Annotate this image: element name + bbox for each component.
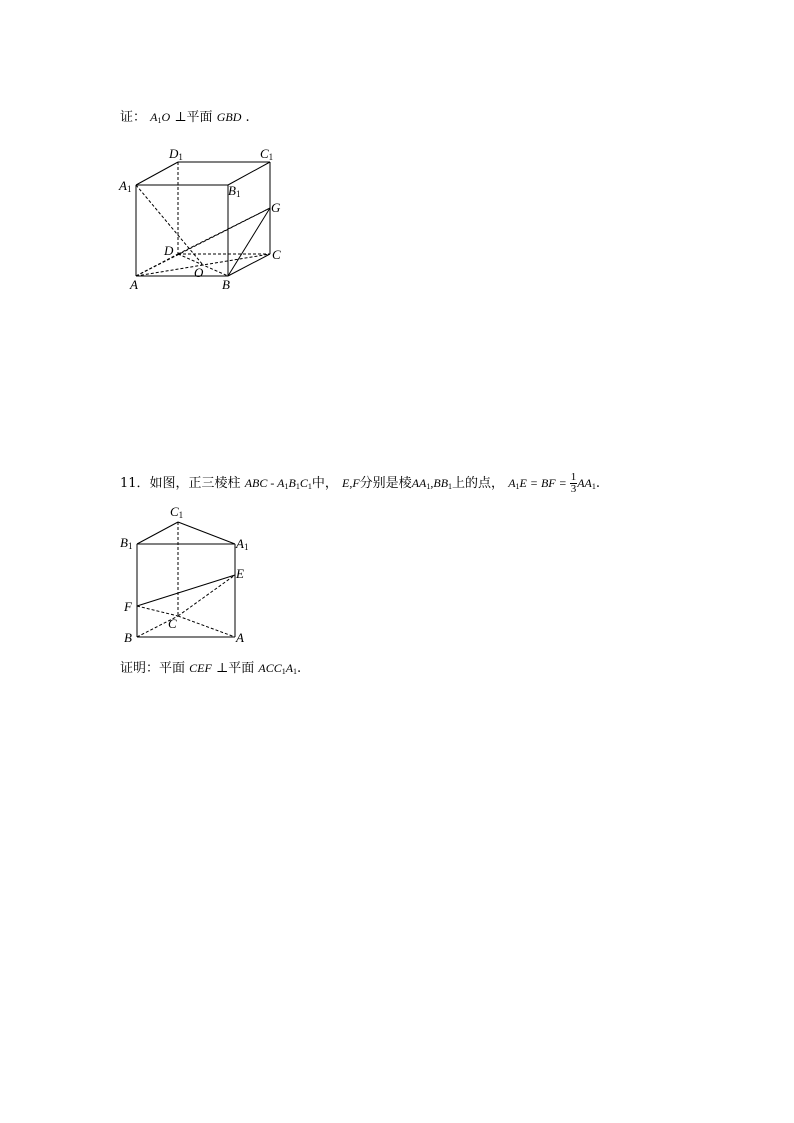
plane-acc1a1: $ACC_1A_1$ xyxy=(258,661,298,676)
label-b1: B1 xyxy=(228,183,241,199)
proof-end: . xyxy=(297,661,302,676)
label-c1: C1 xyxy=(260,146,274,162)
segment-f-e xyxy=(137,575,235,606)
hidden-segment-c-e xyxy=(178,575,235,616)
problem-10-statement xyxy=(120,108,250,130)
label-e: E xyxy=(236,566,244,581)
label-c: C xyxy=(168,616,177,631)
label-d1: D1 xyxy=(169,146,183,162)
label-c1: C1 xyxy=(170,504,184,520)
plane-word: 平面 xyxy=(228,661,255,676)
label-a: A xyxy=(130,277,138,292)
proof-11-statement xyxy=(120,659,301,681)
perpendicular-symbol: ⊥ xyxy=(174,110,187,125)
problem-11-statement xyxy=(120,472,600,496)
problem-text-b: 中， xyxy=(311,476,338,491)
points-ef: E,F xyxy=(342,476,360,490)
point-a1: $A_1$ xyxy=(150,110,162,125)
problem-text-d: 上的点， xyxy=(452,476,505,491)
fraction-one-third: $\frac{1}{3}$ xyxy=(570,471,577,495)
edge-b1-c1 xyxy=(137,522,178,544)
prism-name: ABC - $A_1B_1C_1$ xyxy=(244,476,312,491)
equation-right: $AA_1$ xyxy=(577,476,596,491)
perpendicular-symbol: ⊥ xyxy=(215,661,229,676)
problem-text-a: 如图，正三棱柱 xyxy=(149,476,241,491)
label-a1: A1 xyxy=(119,178,132,194)
hidden-edge-c-a xyxy=(178,616,235,637)
plane-name: GBD xyxy=(216,110,242,124)
hidden-segment-f-c xyxy=(137,606,178,616)
proof-prefix: 证明：平面 xyxy=(120,661,186,676)
prism-figure xyxy=(115,500,265,650)
statement-prefix: 证： xyxy=(120,110,147,125)
problem-number: 11． xyxy=(120,476,150,491)
label-g: G xyxy=(271,200,281,215)
label-a1: A1 xyxy=(236,536,249,552)
label-a: A xyxy=(236,630,244,645)
edge-names: $AA_1,BB_1$ xyxy=(411,476,453,491)
equation: $A_1E$ = BF = xyxy=(508,476,567,491)
statement-end: . xyxy=(245,110,250,125)
label-b1: B1 xyxy=(120,535,133,551)
statement-end: . xyxy=(595,476,601,491)
label-b: B xyxy=(222,277,230,292)
edge-c1-a1 xyxy=(178,522,235,544)
cube-figure xyxy=(115,145,295,295)
plane-word: 平面 xyxy=(186,110,213,125)
label-c: C xyxy=(272,247,281,262)
label-f: F xyxy=(124,599,132,614)
label-o: O xyxy=(194,265,204,280)
label-d: D xyxy=(164,243,174,258)
problem-text-c: 分别是棱 xyxy=(359,476,412,491)
point-o: O xyxy=(161,110,171,124)
edge-a1-d1 xyxy=(136,162,178,185)
label-b: B xyxy=(124,630,132,645)
plane-cef: CEF xyxy=(189,661,212,675)
edge-b1-c1 xyxy=(228,162,270,185)
